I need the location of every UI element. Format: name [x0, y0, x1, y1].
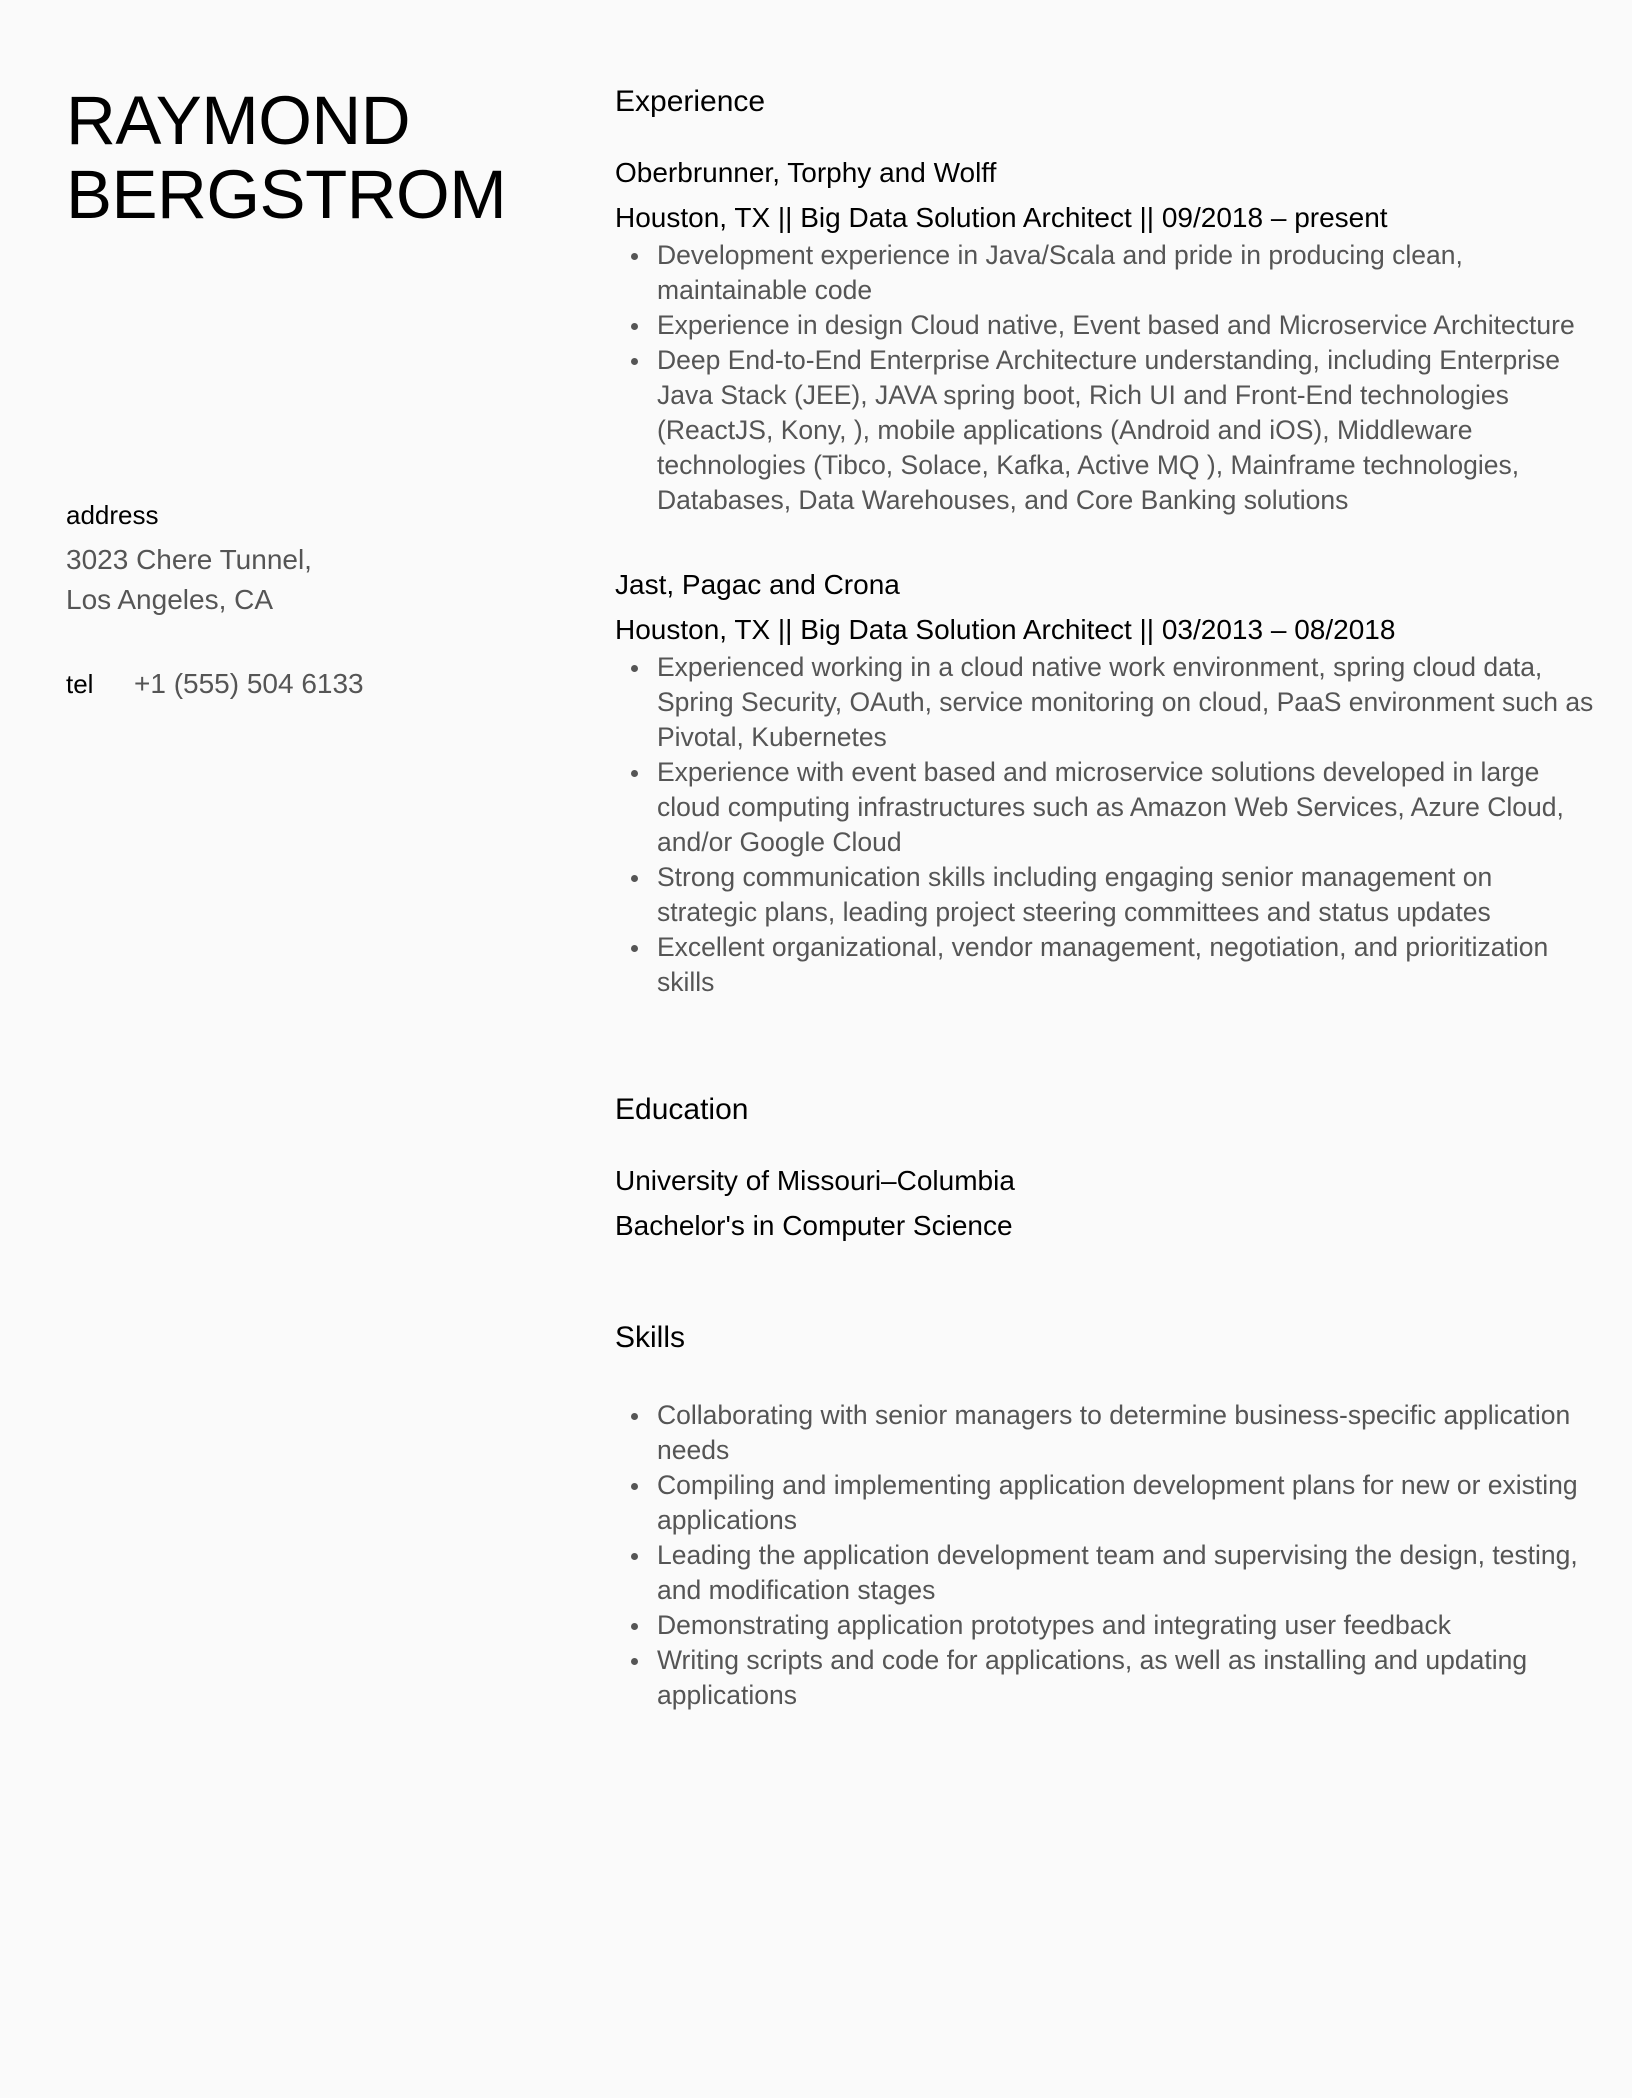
skill-item: Collaborating with senior managers to determine business-specific application needs	[657, 1398, 1595, 1468]
education-title: Education	[615, 1093, 749, 1126]
education-school: University of Missouri–Columbia	[615, 1165, 1015, 1196]
job-bullet: Strong communication skills including engaging senior management on strategic plans, leading project steering committees and status updates	[657, 860, 1595, 930]
experience-title: Experience	[615, 85, 766, 118]
job-entry-2	[615, 566, 1595, 1000]
job-bullet: Experience with event based and microservice solutions developed in large cloud computing infrastructures such as Amazon Web Services, Azure Cloud, and/or Google Cloud	[657, 755, 1595, 860]
name-line-2: BERGSTROM	[66, 156, 507, 233]
education-degree: Bachelor's in Computer Science	[615, 1210, 1013, 1241]
job-bullet: Excellent organizational, vendor management, negotiation, and prioritization skills	[657, 930, 1595, 1000]
job-bullet: Development experience in Java/Scala and pride in producing clean, maintainable code	[657, 238, 1595, 308]
job-bullets	[615, 238, 1595, 518]
job-meta: Houston, TX || Big Data Solution Architect || 09/2018 – present	[615, 202, 1388, 233]
name-block	[66, 84, 566, 232]
name-line-1: RAYMOND	[66, 82, 411, 159]
skill-item: Demonstrating application prototypes and integrating user feedback	[657, 1608, 1595, 1643]
tel-value: +1 (555) 504 6133	[134, 668, 364, 699]
tel-label: tel	[66, 669, 94, 699]
job-company: Oberbrunner, Torphy and Wolff	[615, 157, 997, 188]
address-block	[66, 498, 566, 620]
skills-title: Skills	[615, 1321, 686, 1354]
address-label: address	[66, 500, 159, 530]
job-bullet: Deep End-to-End Enterprise Architecture understanding, including Enterprise Java Stack (JEE), JAVA spring boot, Rich UI and Front-End technologies (ReactJS, Kony, ), mobile applications (Android and iOS), Middleware technologies (Tibco, Solace, Kafka, Active MQ ), Mainframe technologies, Databases, Data Warehouses, and Core Banking solutions	[657, 343, 1595, 518]
tel-row	[66, 664, 566, 704]
skills-list	[615, 1398, 1595, 1713]
address-line-2: Los Angeles, CA	[66, 584, 274, 615]
candidate-name	[66, 84, 566, 232]
job-bullets	[615, 650, 1595, 1000]
job-entry-1	[615, 154, 1595, 518]
job-company: Jast, Pagac and Crona	[615, 569, 900, 600]
address-line-1: 3023 Chere Tunnel,	[66, 544, 312, 575]
main-column	[615, 80, 1595, 1713]
skill-item: Writing scripts and code for applications, as well as installing and updating applications	[657, 1643, 1595, 1713]
skill-item: Compiling and implementing application development plans for new or existing applications	[657, 1468, 1595, 1538]
job-bullet: Experience in design Cloud native, Event based and Microservice Architecture	[657, 308, 1595, 343]
skill-item: Leading the application development team and supervising the design, testing, and modification stages	[657, 1538, 1595, 1608]
job-bullet: Experienced working in a cloud native work environment, spring cloud data, Spring Security, OAuth, service monitoring on cloud, PaaS environment such as Pivotal, Kubernetes	[657, 650, 1595, 755]
job-meta: Houston, TX || Big Data Solution Architect || 03/2013 – 08/2018	[615, 614, 1396, 645]
